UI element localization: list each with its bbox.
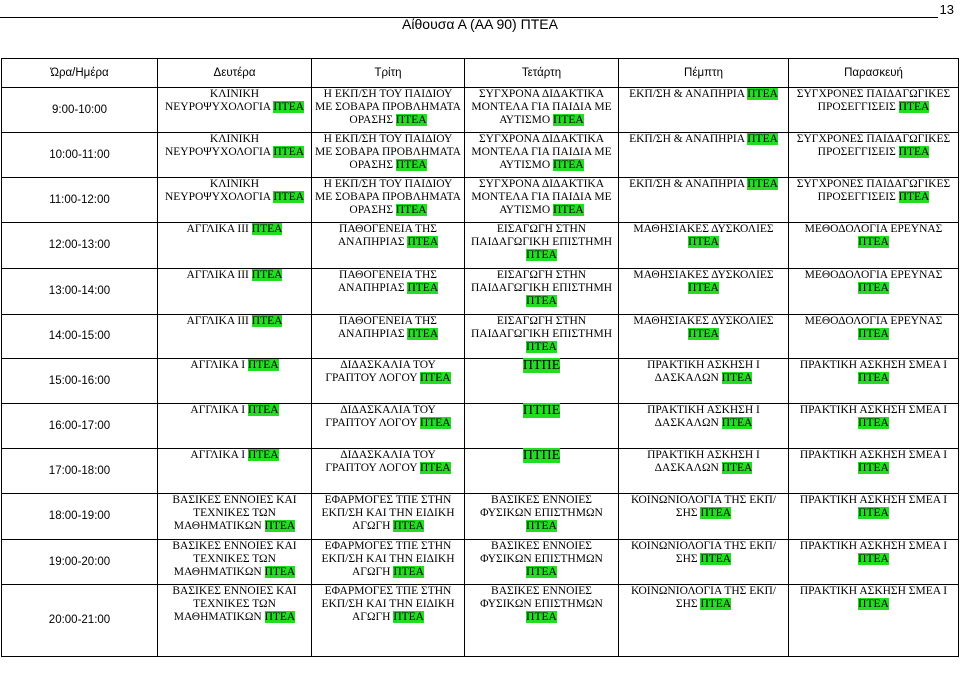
course-cell-wednesday <box>465 359 619 404</box>
course-name: ΒΑΣΙΚΕΣ ΕΝΝΟΙΕΣ ΚΑΙ ΤΕΧΝΙΚΕΣ ΤΩΝ ΜΑΘΗΜΑΤΙΚΩΝ <box>172 585 297 623</box>
ptea-badge: ΠΤΕΑ <box>553 159 584 171</box>
course-name: ΠΡΑΚΤΙΚΗ ΑΣΚΗΣΗ Ι ΔΑΣΚΑΛΩΝ <box>647 359 760 384</box>
course-name: ΕΦΑΡΜΟΓΕΣ ΤΠΕ ΣΤΗΝ ΕΚΠ/ΣΗ ΚΑΙ ΤΗΝ ΕΙΔΙΚΗ ΑΓΩΓΗ <box>321 540 455 578</box>
course-cell-wednesday <box>465 540 619 585</box>
course-name: ΣΥΓΧΡΟΝΑ ΔΙΔΑΚΤΙΚΑ ΜΟΝΤΕΛΑ ΓΙΑ ΠΑΙΔΙΑ ΜΕ ΑΥΤΙΣΜΟ <box>471 133 612 171</box>
ptea-badge: ΠΤΕΑ <box>688 328 719 340</box>
ptea-badge: ΠΤΕΑ <box>898 191 930 203</box>
course-cell-wednesday <box>465 178 619 223</box>
course-cell-friday <box>789 315 959 359</box>
ptea-badge: ΠΤΕΑ <box>395 204 427 216</box>
course-cell-monday <box>158 269 312 315</box>
course-cell-monday <box>158 449 312 494</box>
course-name: ΕΦΑΡΜΟΓΕΣ ΤΠΕ ΣΤΗΝ ΕΚΠ/ΣΗ ΚΑΙ ΤΗΝ ΕΙΔΙΚΗ ΑΓΩΓΗ <box>321 494 455 532</box>
course-name: ΑΓΓΛΙΚΑ ΙΙΙ <box>186 223 249 235</box>
ptea-badge: ΠΤΕΑ <box>526 341 557 353</box>
course-cell-thursday <box>619 88 789 133</box>
course-cell-thursday <box>619 133 789 178</box>
course-name: ΠΑΘΟΓΕΝΕΙΑ ΤΗΣ ΑΝΑΠΗΡΙΑΣ <box>337 315 437 340</box>
course-cell-tuesday <box>312 540 465 585</box>
course-cell-wednesday <box>465 269 619 315</box>
course-name: ΚΛΙΝΙΚΗ ΝΕΥΡΟΨΥΧΟΛΟΓΙΑ <box>164 88 271 113</box>
course-cell-thursday <box>619 404 789 449</box>
ptea-badge: ΠΤΕΑ <box>553 204 584 216</box>
course-cell-thursday <box>619 540 789 585</box>
table-row <box>2 540 959 585</box>
ptea-badge: ΠΤΕΑ <box>858 507 889 519</box>
course-name: ΜΑΘΗΣΙΑΚΕΣ ΔΥΣΚΟΛΙΕΣ <box>633 223 774 235</box>
table-row <box>2 449 959 494</box>
ptea-badge: ΠΤΕΑ <box>393 611 424 623</box>
table-row <box>2 585 959 657</box>
course-name: ΜΕΘΟΔΟΛΟΓΙΑ ΕΡΕΥΝΑΣ <box>804 223 943 235</box>
course-name: ΑΓΓΛΙΚΑ ΙΙΙ <box>186 315 249 327</box>
course-name: ΠΡΑΚΤΙΚΗ ΑΣΚΗΣΗ ΣΜΕΑ Ι <box>799 494 948 506</box>
ptea-badge: ΠΤΕΑ <box>858 328 889 340</box>
course-name: ΚΟΙΝΩΝΙΟΛΟΓΙΑ ΤΗΣ ΕΚΠ/ΣΗΣ <box>630 585 777 610</box>
time-slot: 10:00-11:00 <box>2 133 158 178</box>
ptea-badge: ΠΤΕΑ <box>407 236 439 248</box>
course-cell-monday <box>158 404 312 449</box>
ptea-badge: ΠΤΕΑ <box>858 553 889 565</box>
ptea-badge: ΠΤΕΑ <box>526 520 557 532</box>
course-name: ΜΑΘΗΣΙΑΚΕΣ ΔΥΣΚΟΛΙΕΣ <box>633 269 774 281</box>
ptea-badge: ΠΤΕΑ <box>419 462 451 474</box>
course-name: ΠΡΑΚΤΙΚΗ ΑΣΚΗΣΗ ΣΜΕΑ Ι <box>799 585 948 597</box>
ptea-badge: ΠΤΕΑ <box>526 566 557 578</box>
page-title: Αίθουσα Α (ΑΑ 90) ΠΤΕΑ <box>402 16 558 32</box>
course-name: ΕΚΠ/ΣΗ & ΑΝΑΠΗΡΙΑ <box>629 178 745 190</box>
course-cell-thursday <box>619 585 789 657</box>
time-slot: 18:00-19:00 <box>2 494 158 540</box>
ptea-badge: ΠΤΕΑ <box>858 462 889 474</box>
table-row <box>2 88 959 133</box>
course-cell-friday <box>789 359 959 404</box>
course-name: ΑΓΓΛΙΚΑ Ι <box>190 359 246 371</box>
course-name: ΣΥΓΧΡΟΝΑ ΔΙΔΑΚΤΙΚΑ ΜΟΝΤΕΛΑ ΓΙΑ ΠΑΙΔΙΑ ΜΕ ΑΥΤΙΣΜΟ <box>471 178 612 216</box>
course-cell-tuesday <box>312 449 465 494</box>
course-cell-tuesday <box>312 359 465 404</box>
ptea-badge: ΠΤΕΑ <box>395 159 427 171</box>
course-name: ΠΡΑΚΤΙΚΗ ΑΣΚΗΣΗ ΣΜΕΑ Ι <box>799 359 948 371</box>
course-name: ΒΑΣΙΚΕΣ ΕΝΝΟΙΕΣ ΚΑΙ ΤΕΧΝΙΚΕΣ ΤΩΝ ΜΑΘΗΜΑΤΙΚΩΝ <box>172 540 297 578</box>
course-cell-friday <box>789 223 959 269</box>
course-cell-tuesday <box>312 269 465 315</box>
ptea-badge: ΠΤΕΑ <box>419 372 451 384</box>
table-row <box>2 315 959 359</box>
course-name: ΠΡΑΚΤΙΚΗ ΑΣΚΗΣΗ ΣΜΕΑ Ι <box>799 540 948 552</box>
course-name: ΒΑΣΙΚΕΣ ΕΝΝΟΙΕΣ ΦΥΣΙΚΩΝ ΕΠΙΣΤΗΜΩΝ <box>480 494 603 519</box>
ptea-badge: ΠΤΕΑ <box>721 417 753 429</box>
course-name: ΠΑΘΟΓΕΝΕΙΑ ΤΗΣ ΑΝΑΠΗΡΙΑΣ <box>337 223 437 248</box>
course-name: ΣΥΓΧΡΟΝΑ ΔΙΔΑΚΤΙΚΑ ΜΟΝΤΕΛΑ ΓΙΑ ΠΑΙΔΙΑ ΜΕ ΑΥΤΙΣΜΟ <box>471 88 612 126</box>
course-cell-thursday <box>619 315 789 359</box>
course-cell-monday <box>158 133 312 178</box>
ptea-badge: ΠΤΕΑ <box>393 566 424 578</box>
course-cell-thursday <box>619 359 789 404</box>
course-cell-thursday <box>619 269 789 315</box>
course-cell-wednesday <box>465 449 619 494</box>
course-name: ΣΥΓΧΡΟΝΕΣ ΠΑΙΔΑΓΩΓΙΚΕΣ ΠΡΟΣΕΓΓΙΣΕΙΣ <box>796 88 951 113</box>
ptea-badge: ΠΤΕΑ <box>721 462 753 474</box>
ptea-badge: ΠΤΕΑ <box>688 236 719 248</box>
ptea-badge: ΠΤΕΑ <box>264 520 296 532</box>
ptea-badge: ΠΤΕΑ <box>700 553 732 565</box>
ptea-badge: ΠΤΕΑ <box>251 269 283 281</box>
ptea-badge: ΠΤΕΑ <box>407 282 439 294</box>
course-cell-friday <box>789 449 959 494</box>
ptea-badge: ΠΤΕΑ <box>747 178 778 190</box>
ptea-badge: ΠΤΕΑ <box>858 372 889 384</box>
table-row <box>2 494 959 540</box>
course-name: ΔΙΔΑΣΚΑΛΙΑ ΤΟΥ ΓΡΑΠΤΟΥ ΛΟΓΟΥ <box>325 449 436 474</box>
time-slot: 13:00-14:00 <box>2 269 158 315</box>
ptea-badge: ΠΤΕΑ <box>858 236 889 248</box>
ptea-badge: ΠΤΕΑ <box>395 114 427 126</box>
course-cell-monday <box>158 359 312 404</box>
course-name: ΠΡΑΚΤΙΚΗ ΑΣΚΗΣΗ Ι ΔΑΣΚΑΛΩΝ <box>647 404 760 429</box>
course-cell-friday <box>789 404 959 449</box>
course-cell-thursday <box>619 223 789 269</box>
course-name: ΚΟΙΝΩΝΙΟΛΟΓΙΑ ΤΗΣ ΕΚΠ/ΣΗΣ <box>630 494 777 519</box>
course-name: ΠΑΘΟΓΕΝΕΙΑ ΤΗΣ ΑΝΑΠΗΡΙΑΣ <box>337 269 437 294</box>
time-slot: 14:00-15:00 <box>2 315 158 359</box>
ptea-badge: ΠΤΕΑ <box>526 611 557 623</box>
time-slot: 20:00-21:00 <box>2 585 158 657</box>
course-name: ΠΤΠΕ <box>522 403 561 418</box>
course-cell-tuesday <box>312 494 465 540</box>
course-cell-tuesday <box>312 178 465 223</box>
ptea-badge: ΠΤΕΑ <box>419 417 451 429</box>
ptea-badge: ΠΤΕΑ <box>264 611 296 623</box>
ptea-badge: ΠΤΕΑ <box>273 101 305 113</box>
timetable <box>1 58 959 657</box>
ptea-badge: ΠΤΕΑ <box>407 328 439 340</box>
course-cell-friday <box>789 133 959 178</box>
course-cell-thursday <box>619 178 789 223</box>
course-name: ΠΡΑΚΤΙΚΗ ΑΣΚΗΣΗ Ι ΔΑΣΚΑΛΩΝ <box>647 449 760 474</box>
course-cell-thursday <box>619 494 789 540</box>
course-name: ΠΡΑΚΤΙΚΗ ΑΣΚΗΣΗ ΣΜΕΑ Ι <box>799 404 948 416</box>
ptea-badge: ΠΤΕΑ <box>247 449 279 461</box>
time-slot: 12:00-13:00 <box>2 223 158 269</box>
course-cell-friday <box>789 540 959 585</box>
course-cell-wednesday <box>465 133 619 178</box>
time-slot: 19:00-20:00 <box>2 540 158 585</box>
course-name: ΒΑΣΙΚΕΣ ΕΝΝΟΙΕΣ ΦΥΣΙΚΩΝ ΕΠΙΣΤΗΜΩΝ <box>480 540 603 565</box>
course-name: ΕΙΣΑΓΩΓΗ ΣΤΗΝ ΠΑΙΔΑΓΩΓΙΚΗ ΕΠΙΣΤΗΜΗ <box>470 223 612 248</box>
ptea-badge: ΠΤΕΑ <box>721 372 753 384</box>
course-name: ΚΛΙΝΙΚΗ ΝΕΥΡΟΨΥΧΟΛΟΓΙΑ <box>164 178 271 203</box>
ptea-badge: ΠΤΕΑ <box>273 146 305 158</box>
course-name: ΠΤΠΕ <box>522 448 561 463</box>
course-name: ΚΛΙΝΙΚΗ ΝΕΥΡΟΨΥΧΟΛΟΓΙΑ <box>164 133 271 158</box>
course-cell-tuesday <box>312 133 465 178</box>
course-name: Η ΕΚΠ/ΣΗ ΤΟΥ ΠΑΙΔΙΟΥ ΜΕ ΣΟΒΑΡΑ ΠΡΟΒΛΗΜΑΤΑ ΟΡΑΣΗΣ <box>315 88 461 126</box>
course-cell-wednesday <box>465 404 619 449</box>
course-cell-friday <box>789 269 959 315</box>
course-name: ΕΙΣΑΓΩΓΗ ΣΤΗΝ ΠΑΙΔΑΓΩΓΙΚΗ ΕΠΙΣΤΗΜΗ <box>470 315 612 340</box>
ptea-badge: ΠΤΕΑ <box>247 404 279 416</box>
course-name: ΠΡΑΚΤΙΚΗ ΑΣΚΗΣΗ ΣΜΕΑ Ι <box>799 449 948 461</box>
course-name: ΜΕΘΟΔΟΛΟΓΙΑ ΕΡΕΥΝΑΣ <box>804 269 943 281</box>
ptea-badge: ΠΤΕΑ <box>898 146 930 158</box>
ptea-badge: ΠΤΕΑ <box>858 417 889 429</box>
ptea-badge: ΠΤΕΑ <box>393 520 424 532</box>
course-name: ΕΚΠ/ΣΗ & ΑΝΑΠΗΡΙΑ <box>629 88 745 100</box>
page-number: 13 <box>939 2 954 17</box>
ptea-badge: ΠΤΕΑ <box>858 598 889 610</box>
course-name: ΜΕΘΟΔΟΛΟΓΙΑ ΕΡΕΥΝΑΣ <box>804 315 943 327</box>
time-slot: 16:00-17:00 <box>2 404 158 449</box>
time-slot: 17:00-18:00 <box>2 449 158 494</box>
course-cell-monday <box>158 315 312 359</box>
course-name: ΣΥΓΧΡΟΝΕΣ ΠΑΙΔΑΓΩΓΙΚΕΣ ΠΡΟΣΕΓΓΙΣΕΙΣ <box>796 178 951 203</box>
course-cell-tuesday <box>312 88 465 133</box>
course-name: ΜΑΘΗΣΙΑΚΕΣ ΔΥΣΚΟΛΙΕΣ <box>633 315 774 327</box>
course-cell-monday <box>158 178 312 223</box>
course-name: ΣΥΓΧΡΟΝΕΣ ΠΑΙΔΑΓΩΓΙΚΕΣ ΠΡΟΣΕΓΓΙΣΕΙΣ <box>796 133 951 158</box>
course-name: ΚΟΙΝΩΝΙΟΛΟΓΙΑ ΤΗΣ ΕΚΠ/ΣΗΣ <box>630 540 777 565</box>
course-name: ΔΙΔΑΣΚΑΛΙΑ ΤΟΥ ΓΡΑΠΤΟΥ ΛΟΓΟΥ <box>325 359 436 384</box>
ptea-badge: ΠΤΕΑ <box>247 359 279 371</box>
header-monday: Δευτέρα <box>158 59 312 88</box>
course-cell-friday <box>789 585 959 657</box>
course-cell-monday <box>158 585 312 657</box>
course-cell-tuesday <box>312 404 465 449</box>
ptea-badge: ΠΤΕΑ <box>553 114 584 126</box>
header-wednesday: Τετάρτη <box>465 59 619 88</box>
header-row <box>2 59 959 88</box>
ptea-badge: ΠΤΕΑ <box>700 598 732 610</box>
ptea-badge: ΠΤΕΑ <box>700 507 732 519</box>
ptea-badge: ΠΤΕΑ <box>526 295 557 307</box>
course-cell-wednesday <box>465 88 619 133</box>
course-name: ΕΚΠ/ΣΗ & ΑΝΑΠΗΡΙΑ <box>629 133 745 145</box>
course-cell-tuesday <box>312 315 465 359</box>
ptea-badge: ΠΤΕΑ <box>747 133 778 145</box>
course-cell-thursday <box>619 449 789 494</box>
course-cell-friday <box>789 178 959 223</box>
table-row <box>2 404 959 449</box>
course-cell-monday <box>158 88 312 133</box>
course-cell-monday <box>158 223 312 269</box>
course-cell-monday <box>158 540 312 585</box>
course-cell-wednesday <box>465 223 619 269</box>
course-cell-friday <box>789 494 959 540</box>
time-slot: 9:00-10:00 <box>2 88 158 133</box>
course-name: ΒΑΣΙΚΕΣ ΕΝΝΟΙΕΣ ΚΑΙ ΤΕΧΝΙΚΕΣ ΤΩΝ ΜΑΘΗΜΑΤΙΚΩΝ <box>172 494 297 532</box>
course-cell-wednesday <box>465 494 619 540</box>
ptea-badge: ΠΤΕΑ <box>273 191 305 203</box>
course-name: ΑΓΓΛΙΚΑ ΙΙΙ <box>186 269 249 281</box>
header-thursday: Πέμπτη <box>619 59 789 88</box>
table-row <box>2 178 959 223</box>
course-cell-tuesday <box>312 585 465 657</box>
header-friday: Παρασκευή <box>789 59 959 88</box>
course-name: Η ΕΚΠ/ΣΗ ΤΟΥ ΠΑΙΔΙΟΥ ΜΕ ΣΟΒΑΡΑ ΠΡΟΒΛΗΜΑΤΑ ΟΡΑΣΗΣ <box>315 133 461 171</box>
table-row <box>2 269 959 315</box>
ptea-badge: ΠΤΕΑ <box>747 88 778 100</box>
table-row <box>2 359 959 404</box>
time-slot: 11:00-12:00 <box>2 178 158 223</box>
course-name: ΕΦΑΡΜΟΓΕΣ ΤΠΕ ΣΤΗΝ ΕΚΠ/ΣΗ ΚΑΙ ΤΗΝ ΕΙΔΙΚΗ ΑΓΩΓΗ <box>321 585 455 623</box>
ptea-badge: ΠΤΕΑ <box>898 101 930 113</box>
course-name: ΕΙΣΑΓΩΓΗ ΣΤΗΝ ΠΑΙΔΑΓΩΓΙΚΗ ΕΠΙΣΤΗΜΗ <box>470 269 612 294</box>
course-cell-wednesday <box>465 585 619 657</box>
course-name: Η ΕΚΠ/ΣΗ ΤΟΥ ΠΑΙΔΙΟΥ ΜΕ ΣΟΒΑΡΑ ΠΡΟΒΛΗΜΑΤΑ ΟΡΑΣΗΣ <box>315 178 461 216</box>
course-name: ΑΓΓΛΙΚΑ Ι <box>190 449 246 461</box>
table-row <box>2 223 959 269</box>
ptea-badge: ΠΤΕΑ <box>526 249 557 261</box>
course-cell-wednesday <box>465 315 619 359</box>
course-cell-monday <box>158 494 312 540</box>
course-name: ΒΑΣΙΚΕΣ ΕΝΝΟΙΕΣ ΦΥΣΙΚΩΝ ΕΠΙΣΤΗΜΩΝ <box>480 585 603 610</box>
ptea-badge: ΠΤΕΑ <box>251 223 283 235</box>
course-cell-friday <box>789 88 959 133</box>
ptea-badge: ΠΤΕΑ <box>688 282 719 294</box>
table-row <box>2 133 959 178</box>
course-name: ΔΙΔΑΣΚΑΛΙΑ ΤΟΥ ΓΡΑΠΤΟΥ ΛΟΓΟΥ <box>325 404 436 429</box>
ptea-badge: ΠΤΕΑ <box>251 315 283 327</box>
header-tuesday: Τρίτη <box>312 59 465 88</box>
ptea-badge: ΠΤΕΑ <box>264 566 296 578</box>
course-name: ΠΤΠΕ <box>522 358 561 373</box>
header-time-day: Ώρα/Ημέρα <box>2 59 158 88</box>
ptea-badge: ΠΤΕΑ <box>858 282 889 294</box>
course-name: ΑΓΓΛΙΚΑ Ι <box>190 404 246 416</box>
time-slot: 15:00-16:00 <box>2 359 158 404</box>
course-cell-tuesday <box>312 223 465 269</box>
